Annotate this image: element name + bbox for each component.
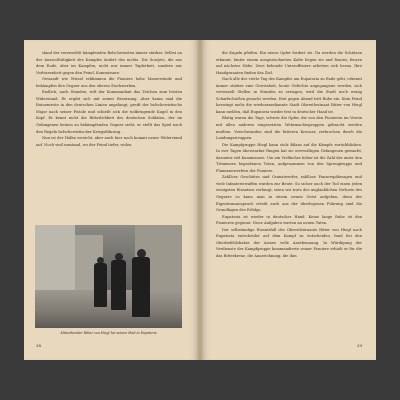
ruined-building <box>35 225 75 295</box>
officer-figure <box>132 257 150 317</box>
paragraph: Die Kampfgruppe Hiegl kann stolz Bilanz auf die Kämpfe zurückblicken. In vier Tagen überstarker Ringen hat sie overwältigen Gefangenen gemacht, darunter viel Kommissare. Um ein Vielfaches höher ist die Zahl der unter den Trümmern begrabenen Toten, aufgenommen von den Sprengtrupps und Flammenwerfern der Pioniere. <box>216 142 362 173</box>
paragraph: die Kugeln pfeifen. Ein neues Opfer fordert sie. Da werden die Schützen erkannt, hinter einem ausgezeichneten Kalte liegen sie und feuern, feuern auf nächster Nähe. Zwei behende Unteroffiziere arbeiten sich heran. Ihre Handgranaten finden das Ziel. <box>216 51 362 75</box>
open-book <box>24 40 376 360</box>
left-page-text <box>36 50 182 148</box>
left-page <box>24 40 198 360</box>
soldier-figure <box>94 263 107 307</box>
paragraph: sland der verzweifelt kämpfenden Bolschewisten immer stärker. Selbst an der Ausstoßtätigkeit des Kampfes ändert das nichts. Die Sowjets, die aus dem Ende, aber im Kampfen, nicht nur immer Tapferkeit, sondern nur Verbissenheit gegen den Feind, Kommissare. <box>36 51 182 75</box>
paragraph: Nach alle der vierte Tag des Kampfes um Eupatoria zu Ende geht, erkennt immer stärker eine Gewissheit, heute Gefechte angegangene werden, sich vereinzelt Stellen in Stunden zu erringen, wird die Stadt noch wenig Scharfschießen gesucht werden. Erst gegen Abend tritt Ruhe ein. Kein Feind bezwingt mehr die wiederanerkannte Stadt Oberstleutnant Ritter von Hiegl kann melden, daß Eupatoria wieder fest in deutscher Hand ist. <box>216 77 362 114</box>
paragraph: Endlich, nach Stunden, ruft der Kommandant das Zeichen zum letzten Widerstand. Er ergibt sich mit seiner Besatzung. Aber kaum sind die Ruinenreste in den deutschen Linien angelangt, greift der bolschewistische Major nach seiner Pistole und schießt sich die todbringende Kugel in den Kopf. Er kennt nicht die Ritterlichkeit des deutschen Soldaten, der im Gefangenen keinen zu bekämpfenden Gegner sieht, er stellt das Spiel nach den Regeln bolschewistischer Kriegsführung. <box>36 90 182 134</box>
photo-caption: Mitwirkender Ritter von Hiegl bei seinen Stab in Eupatoria <box>60 331 157 335</box>
page-number: 39 <box>356 343 362 348</box>
paragraph: Gewandt wie Wiesel erklimmen die Pioniere hohe Mauerwände und bekämpfen den Gegner aus den oberen Stockwerken. <box>36 77 182 88</box>
page-number: 38 <box>36 343 42 348</box>
paragraph: Blutig waren die Tage, schwer die Opfer, die von den Pionieren im Verein mit allen anderen eingesetzten Wehrmachtsgruppen gebracht werden mußten. Verschwunden sind die bitteren Kreuzer, zerbrochen durch die Landungsstruppen. <box>216 116 362 141</box>
right-page-text <box>216 50 362 260</box>
right-page <box>202 40 376 360</box>
soldier-figure <box>111 260 126 310</box>
paragraph: Zahllose Geschütze und Granatwerfer, zahllose Panzerspähwagen und viele Infanteriewaffen wurden zur Beute. So sicher auch der Tod einen jeden wenigsten Einsatzes verlangt, seien wir trotz der unglaublichen Verluste des Gegners so kann man in einem neuen Geist aufgeben, denn der Eigentumsanspruch erteilt auch aus der überlegenen Führung sind die Grundlagen des Erfolgs. <box>216 175 362 213</box>
rubble-pile <box>35 290 182 328</box>
street-photo <box>35 225 182 328</box>
paragraph: Eupatoria ist wieder in deutscher Hand. Keine lange Ruhe ist den Pionieren gegönnt. Neue Aufgaben warten an neuen Taten. <box>216 214 362 226</box>
paragraph: Nun ist der Halbe erreicht, aber auch hier noch kommt neuer Widerstand auf. Noch weil umstand, wo der Feind tiefer, wolen <box>36 136 182 147</box>
paragraph: Der selbständige Einsatzfall des Oberstleutnants Ritter von Hiegl nach Eupatoria entscheidet auf dem Kampf zu entscheiden, fand bei den Oberbefehlshaber der Armee volle Anerkennung. In Würdigung der Verdienste der Kampfgruppe kommandierte seiner Pioniere erhielt er für die das Ritterkreuz, die Auszeichnung, die ihm <box>216 227 362 258</box>
